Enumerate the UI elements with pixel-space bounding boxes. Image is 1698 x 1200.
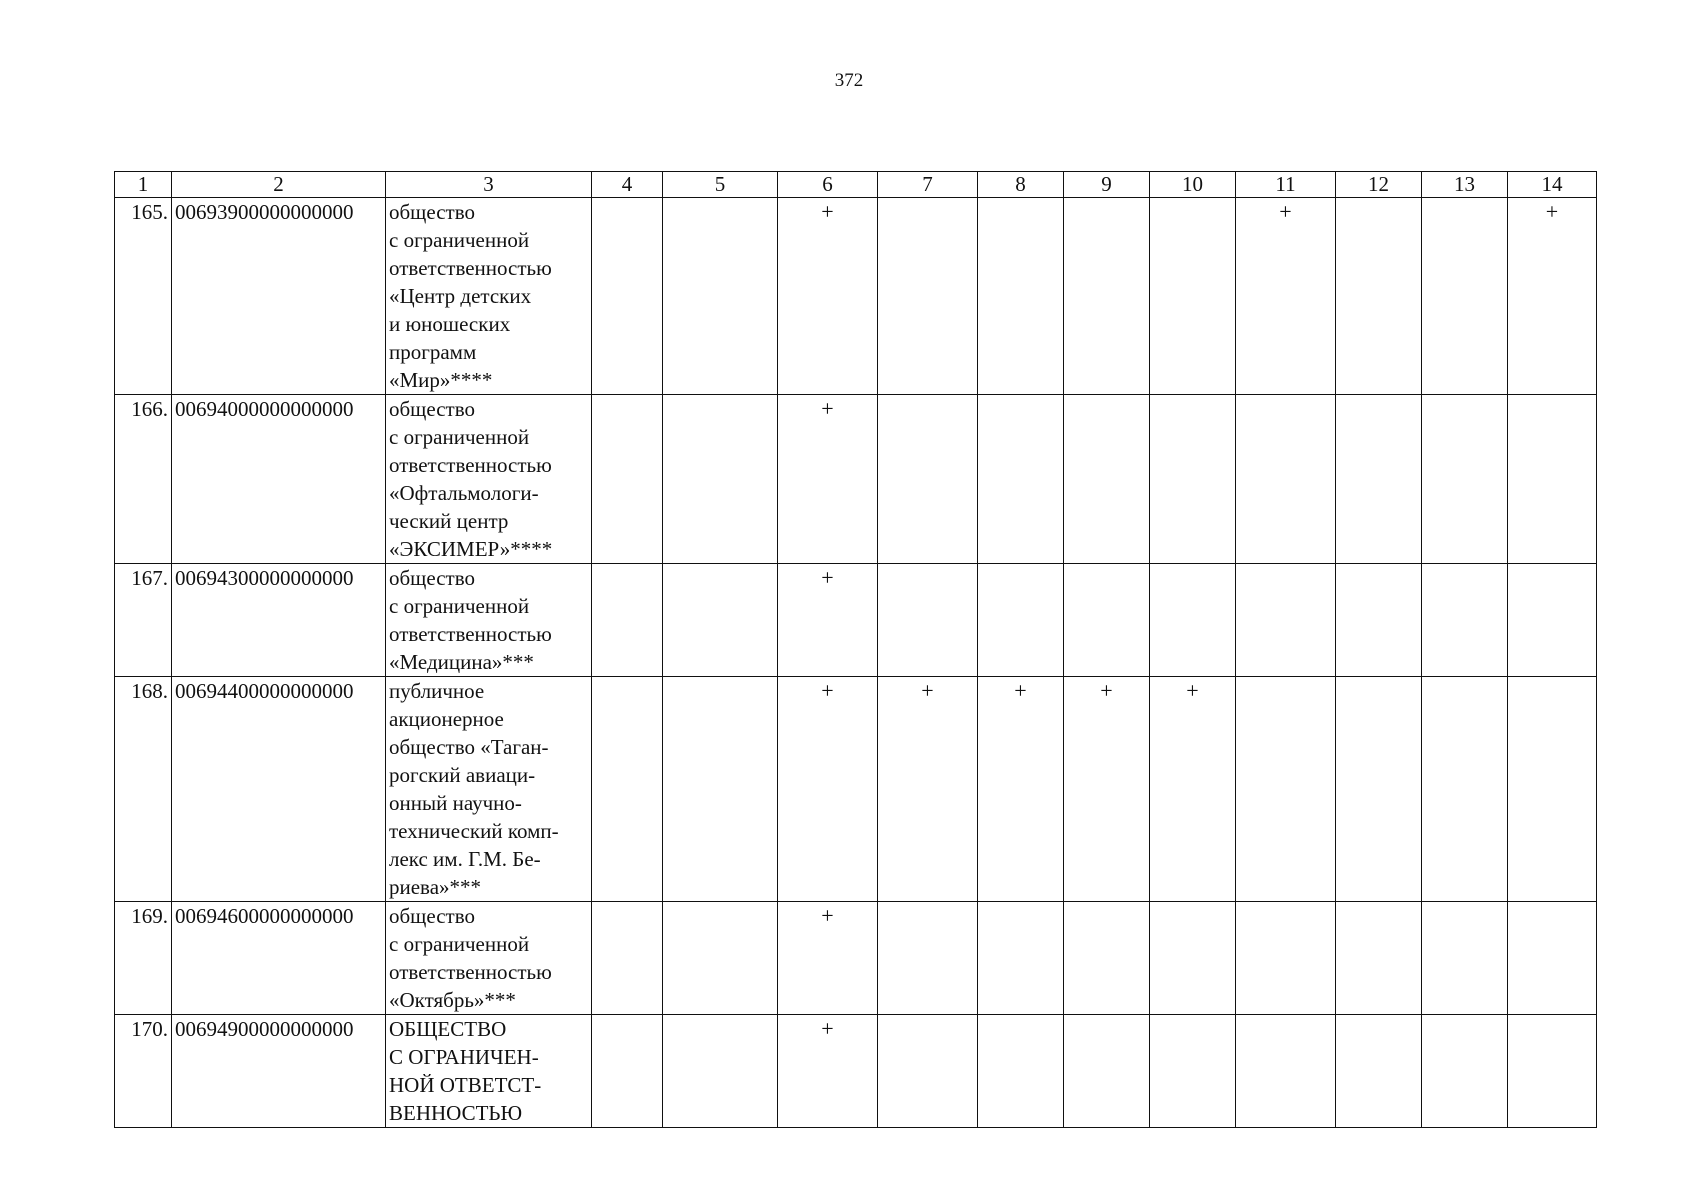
column-header-4: 4 — [592, 172, 663, 198]
organization-name-line: «Медицина»*** — [389, 650, 534, 674]
mark-cell-col-14 — [1508, 902, 1597, 1015]
column-header-5: 5 — [663, 172, 778, 198]
mark-cell-col-9: + — [1064, 677, 1150, 902]
organization-name-line: технический комп- — [389, 819, 559, 843]
organization-name — [386, 395, 592, 564]
organization-code: 00693900000000000 — [172, 198, 386, 395]
mark-cell-col-5 — [663, 902, 778, 1015]
header-row — [115, 172, 1597, 198]
mark-cell-col-5 — [663, 677, 778, 902]
mark-cell-col-9 — [1064, 564, 1150, 677]
organization-name-line: акционерное — [389, 707, 504, 731]
organization-name-line: ческий центр — [389, 509, 509, 533]
organization-code: 00694000000000000 — [172, 395, 386, 564]
mark-cell-col-6: + — [778, 198, 878, 395]
mark-cell-col-13 — [1422, 902, 1508, 1015]
organization-name-line: лекс им. Г.М. Бе- — [389, 847, 541, 871]
column-header-12: 12 — [1336, 172, 1422, 198]
mark-cell-col-12 — [1336, 395, 1422, 564]
row-number: 170. — [115, 1015, 172, 1128]
mark-cell-col-10 — [1150, 564, 1236, 677]
organization-name-line: публичное — [389, 679, 485, 703]
organization-name-line: с ограниченной — [389, 425, 530, 449]
organization-code: 00694900000000000 — [172, 1015, 386, 1128]
mark-cell-col-6: + — [778, 395, 878, 564]
row-number: 168. — [115, 677, 172, 902]
mark-cell-col-13 — [1422, 395, 1508, 564]
mark-cell-col-14 — [1508, 1015, 1597, 1128]
mark-cell-col-13 — [1422, 677, 1508, 902]
organization-name-line: ответственностью — [389, 453, 552, 477]
mark-cell-col-4 — [592, 902, 663, 1015]
table-row — [115, 677, 1597, 902]
mark-cell-col-7 — [878, 1015, 978, 1128]
organization-name-line: риева»*** — [389, 875, 482, 899]
row-number: 166. — [115, 395, 172, 564]
organization-code: 00694400000000000 — [172, 677, 386, 902]
mark-cell-col-13 — [1422, 1015, 1508, 1128]
mark-cell-col-8: + — [978, 677, 1064, 902]
mark-cell-col-6: + — [778, 1015, 878, 1128]
organization-name-line: общество — [389, 566, 475, 590]
mark-cell-col-5 — [663, 564, 778, 677]
mark-cell-col-9 — [1064, 902, 1150, 1015]
organization-name-line: и юношеских — [389, 312, 511, 336]
mark-cell-col-6: + — [778, 677, 878, 902]
mark-cell-col-11 — [1236, 1015, 1336, 1128]
mark-cell-col-9 — [1064, 1015, 1150, 1128]
row-number: 165. — [115, 198, 172, 395]
mark-cell-col-12 — [1336, 1015, 1422, 1128]
organization-name-line: С ОГРАНИЧЕН- — [389, 1045, 539, 1069]
column-header-11: 11 — [1236, 172, 1336, 198]
organization-name-line: «ЭКСИМЕР»**** — [389, 537, 553, 561]
mark-cell-col-8 — [978, 902, 1064, 1015]
organization-name-line: ответственностью — [389, 256, 552, 280]
organization-name-line: с ограниченной — [389, 594, 530, 618]
mark-cell-col-7 — [878, 564, 978, 677]
column-header-1: 1 — [115, 172, 172, 198]
mark-cell-col-4 — [592, 395, 663, 564]
organization-name-line: «Мир»**** — [389, 368, 493, 392]
organization-name-line: онный научно- — [389, 791, 522, 815]
mark-cell-col-13 — [1422, 564, 1508, 677]
organization-name-line: с ограниченной — [389, 932, 530, 956]
organization-name — [386, 677, 592, 902]
mark-cell-col-9 — [1064, 198, 1150, 395]
column-header-3: 3 — [386, 172, 592, 198]
mark-cell-col-11 — [1236, 902, 1336, 1015]
mark-cell-col-14: + — [1508, 198, 1597, 395]
mark-cell-col-10 — [1150, 395, 1236, 564]
mark-cell-col-13 — [1422, 198, 1508, 395]
mark-cell-col-9 — [1064, 395, 1150, 564]
column-header-7: 7 — [878, 172, 978, 198]
mark-cell-col-8 — [978, 395, 1064, 564]
mark-cell-col-11: + — [1236, 198, 1336, 395]
mark-cell-col-14 — [1508, 677, 1597, 902]
mark-cell-col-6: + — [778, 564, 878, 677]
column-header-10: 10 — [1150, 172, 1236, 198]
column-header-6: 6 — [778, 172, 878, 198]
mark-cell-col-12 — [1336, 198, 1422, 395]
organization-code: 00694300000000000 — [172, 564, 386, 677]
organization-name-line: ответственностью — [389, 622, 552, 646]
organization-name-line: общество «Таган- — [389, 735, 549, 759]
organization-name-line: с ограниченной — [389, 228, 530, 252]
table-body — [115, 198, 1597, 1128]
row-number: 169. — [115, 902, 172, 1015]
mark-cell-col-8 — [978, 564, 1064, 677]
organization-name — [386, 1015, 592, 1128]
mark-cell-col-14 — [1508, 395, 1597, 564]
row-number: 167. — [115, 564, 172, 677]
organization-name — [386, 198, 592, 395]
organization-name-line: «Офтальмологи- — [389, 481, 539, 505]
column-header-14: 14 — [1508, 172, 1597, 198]
mark-cell-col-14 — [1508, 564, 1597, 677]
mark-cell-col-4 — [592, 677, 663, 902]
column-header-13: 13 — [1422, 172, 1508, 198]
mark-cell-col-8 — [978, 198, 1064, 395]
organization-code: 00694600000000000 — [172, 902, 386, 1015]
mark-cell-col-4 — [592, 564, 663, 677]
column-header-9: 9 — [1064, 172, 1150, 198]
organization-name-line: «Центр детских — [389, 284, 532, 308]
mark-cell-col-7 — [878, 395, 978, 564]
organization-name-line: ВЕННОСТЬЮ — [389, 1101, 523, 1125]
mark-cell-col-5 — [663, 198, 778, 395]
mark-cell-col-7: + — [878, 677, 978, 902]
mark-cell-col-8 — [978, 1015, 1064, 1128]
page-number: 372 — [834, 70, 864, 91]
mark-cell-col-12 — [1336, 564, 1422, 677]
mark-cell-col-12 — [1336, 677, 1422, 902]
mark-cell-col-11 — [1236, 564, 1336, 677]
mark-cell-col-10 — [1150, 1015, 1236, 1128]
mark-cell-col-10 — [1150, 902, 1236, 1015]
column-header-8: 8 — [978, 172, 1064, 198]
table-row — [115, 902, 1597, 1015]
table-row — [115, 564, 1597, 677]
mark-cell-col-7 — [878, 198, 978, 395]
organization-name-line: «Октябрь»*** — [389, 988, 516, 1012]
mark-cell-col-4 — [592, 198, 663, 395]
organization-name — [386, 902, 592, 1015]
mark-cell-col-6: + — [778, 902, 878, 1015]
mark-cell-col-5 — [663, 1015, 778, 1128]
mark-cell-col-10: + — [1150, 677, 1236, 902]
mark-cell-col-11 — [1236, 677, 1336, 902]
registry-table — [114, 171, 1597, 1128]
organization-name-line: общество — [389, 200, 475, 224]
organization-name-line: общество — [389, 397, 475, 421]
organization-name-line: общество — [389, 904, 475, 928]
organization-name-line: ОБЩЕСТВО — [389, 1017, 507, 1041]
table-row — [115, 1015, 1597, 1128]
mark-cell-col-10 — [1150, 198, 1236, 395]
mark-cell-col-12 — [1336, 902, 1422, 1015]
organization-name-line: программ — [389, 340, 477, 364]
organization-name — [386, 564, 592, 677]
organization-name-line: НОЙ ОТВЕТСТ- — [389, 1073, 542, 1097]
mark-cell-col-4 — [592, 1015, 663, 1128]
table-row — [115, 198, 1597, 395]
organization-name-line: рогский авиаци- — [389, 763, 536, 787]
column-header-2: 2 — [172, 172, 386, 198]
organization-name-line: ответственностью — [389, 960, 552, 984]
table-header — [115, 172, 1597, 198]
mark-cell-col-7 — [878, 902, 978, 1015]
table-row — [115, 395, 1597, 564]
mark-cell-col-5 — [663, 395, 778, 564]
mark-cell-col-11 — [1236, 395, 1336, 564]
